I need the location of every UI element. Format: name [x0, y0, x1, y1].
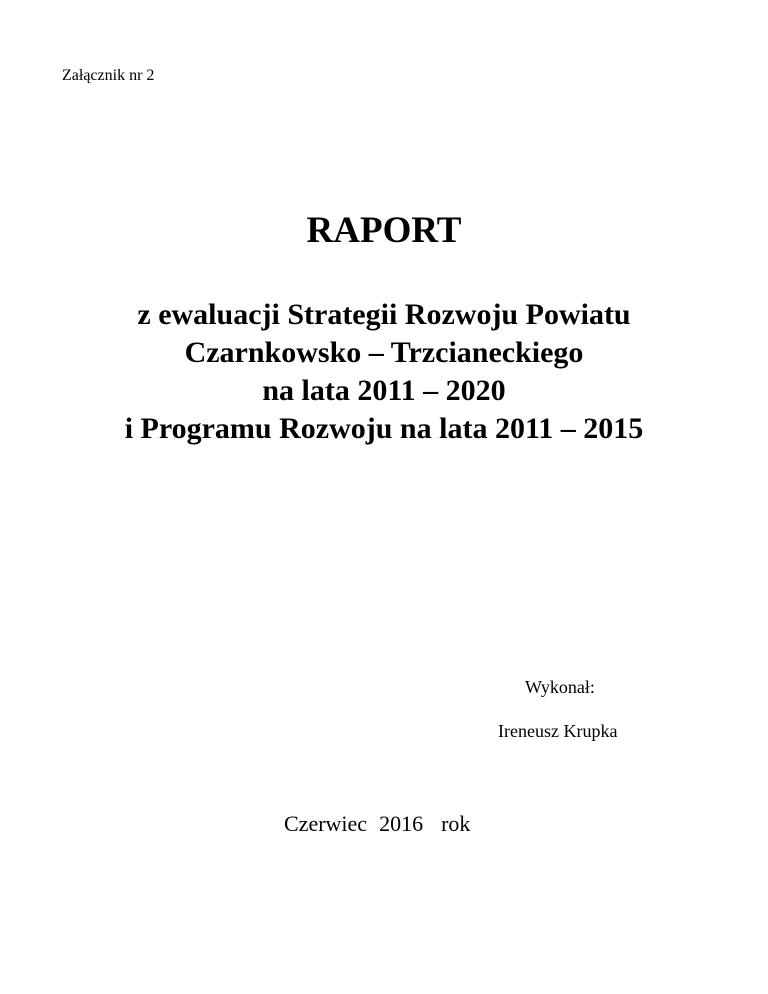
report-subtitle — [0, 296, 768, 448]
report-title: RAPORT — [306, 210, 462, 251]
subtitle-line: z ewaluacji Strategii Rozwoju Powiatu — [137, 298, 631, 331]
subtitle-line: na lata 2011 – 2020 — [262, 374, 506, 407]
subtitle-line: Czarnkowsko – Trzcianeckiego — [184, 336, 584, 369]
date-suffix: rok — [441, 811, 471, 836]
date-month: Czerwiec — [284, 811, 368, 836]
report-date — [284, 811, 470, 837]
author-label: Wykonał: — [525, 677, 595, 697]
author-name: Ireneusz Krupka — [498, 721, 618, 741]
date-year: 2016 — [379, 811, 424, 836]
annex-number: Załącznik nr 2 — [62, 67, 155, 84]
subtitle-line: i Programu Rozwoju na lata 2011 – 2015 — [124, 412, 644, 445]
